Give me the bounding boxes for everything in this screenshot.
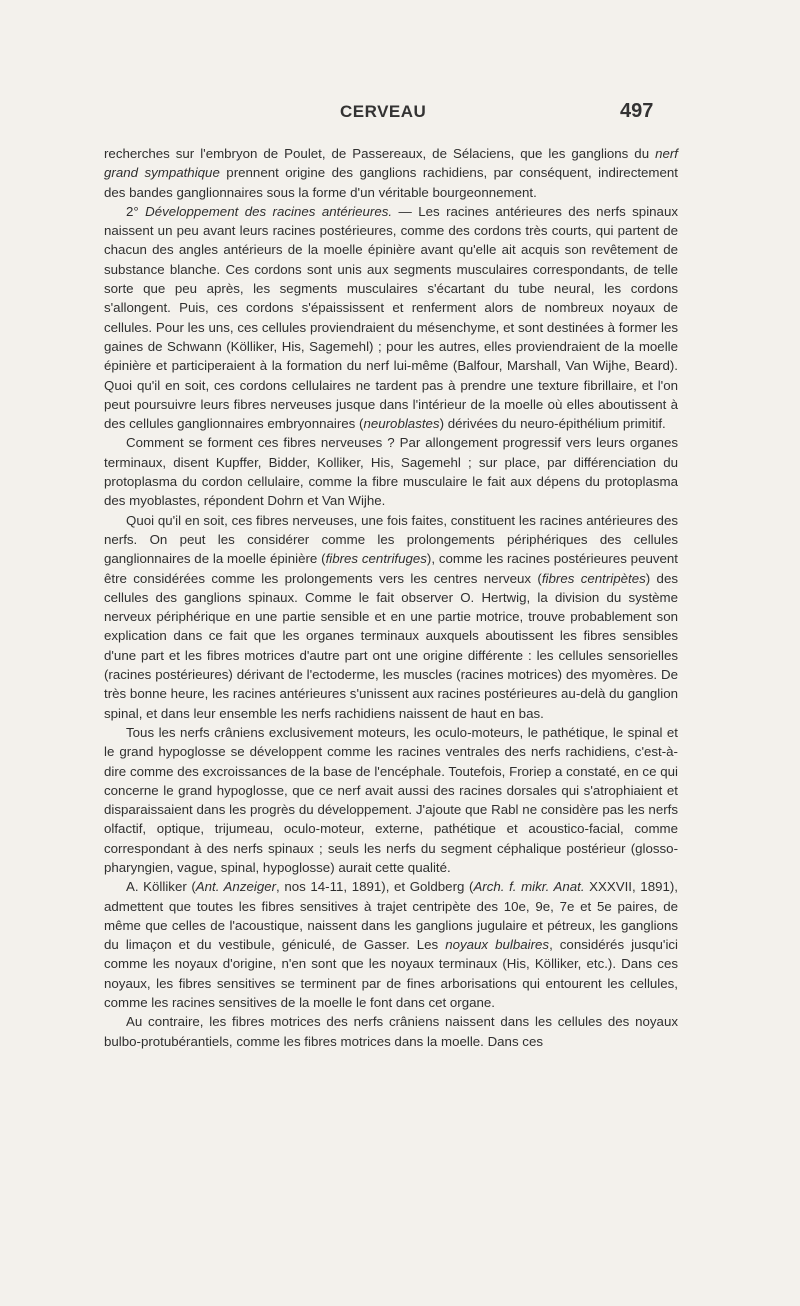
- body-text: [104, 144, 678, 1051]
- page-header: [0, 100, 800, 130]
- paragraph-4: [104, 511, 678, 723]
- text-run: ) dérivées du neuro-épithélium primitif.: [439, 416, 666, 432]
- paragraph-5: Tous les nerfs crâniens exclusivement moteurs, les oculo-moteurs, le pathétique, le spinal et le grand hypoglosse se développent comme les racines ventrales des nerfs rachidiens, c'est-à-dire comme des excroissances de la base de l'encéphale. Toutefois, Froriep a constaté, en ce qui concerne le grand hypoglosse, que ce nerf avait aussi des racines dorsales qui s'atrophiaient et disparaissaient dans les progrès du développement. J'ajoute que Rabl ne considère pas les nerfs olfactif, optique, trijumeau, oculo-moteur, externe, pathétique et acoustico-facial, comme correspondant à des nerfs spinaux ; seuls les nerfs du segment céphalique postérieur (glosso-pharyngien, vague, spinal, hypoglosse) aurait cette qualité.: [104, 724, 678, 875]
- text-run: A. Kölliker (: [126, 879, 196, 895]
- text-run: prennent origine des ganglions rachidiens, par conséquent, indirectement des bandes ganglionnaires sous la forme d'un véritable bourgeonnement.: [104, 165, 678, 200]
- text-run: 2°: [126, 203, 146, 219]
- text-run: — Les racines antérieures des nerfs spinaux naissent un peu avant leurs racines postérieures, comme des cordons très courts, qui partent de chacun des angles antérieurs de la moelle épinière avant qu'elle ait acquis son revêtement de substance blanche. Ces cordons sont unis aux segments musculaires correspondants, de telle sorte que peu après, les segments musculaires s'écartant du tube neural, les cordons s'allongent. Puis, ces cordons s'épaississent et renferment alors de nombreux noyaux de cellules. Pour les uns, ces cellules proviendraient du mésenchyme, et sont destinées à former les gaines de Schwann (Kölliker, His, Sagemehl) ; pour les autres, elles proviendraient de la moelle épinière et participeraient à la formation du nerf lui-même (Balfour, Marshall, Van Wijhe, Beard). Quoi qu'il en soit, ces cordons cellulaires ne tardent pas à prendre une texture fibrillaire, et l'on peut poursuivre leurs fibres nerveuses jusque dans l'intérieur de la moelle où elles aboutissent à des cellules ganglionnaires embryonnaires (: [104, 203, 678, 432]
- page-number: 497: [620, 100, 654, 122]
- italic-term: neuroblastes: [363, 416, 440, 432]
- text-run: XXXVII, 1891), admettent que toutes les fibres sensitives à trajet centripète des 10e, 9e, 7e et 5e paires, de même que celles de l'acoustique, naissent dans les ganglions jugulaire et pétreux, les ganglions du limaçon et du vestibule, géniculé, de Gasser. Les: [104, 879, 678, 953]
- text-run: , nos 14-11, 1891), et Goldberg (: [276, 879, 474, 895]
- text-run: ), comme les racines postérieures peuvent être considérées comme les prolongements vers les centres nerveux (: [104, 551, 678, 586]
- italic-term: fibres centripètes: [541, 570, 646, 586]
- text-run: Quoi qu'il en soit, ces fibres nerveuses, une fois faites, constituent les racines antérieures des nerfs. On peut les considérer comme les prolongements périphériques des cellules ganglionnaires de la moelle épinière (: [104, 512, 678, 567]
- section-heading: Développement des racines antérieures.: [145, 203, 393, 219]
- paragraph-1: [104, 144, 678, 202]
- paragraph-6: [104, 877, 678, 1012]
- italic-citation: Ant. Anzeiger: [195, 879, 277, 895]
- paragraph-2: [104, 202, 678, 434]
- text-run: recherches sur l'embryon de Poulet, de Passereaux, de Sélaciens, que les ganglions du: [104, 146, 656, 161]
- paragraph-3: Comment se forment ces fibres nerveuses ? Par allongement progressif vers leurs organes terminaux, disent Kupffer, Bidder, Kolliker, His, Sagemehl ; sur place, par différenciation du protoplasma du cordon cellulaire, comme la fibre musculaire le fait aux dépens du protoplasma des myoblastes, répondent Dohrn et Van Wijhe.: [104, 435, 678, 509]
- italic-term: nerf grand sympathique: [104, 146, 678, 181]
- italic-term: noyaux bulbaires: [445, 937, 550, 953]
- text-run: ) des cellules des ganglions spinaux. Comme le fait observer O. Hertwig, la division du système nerveux périphérique en une partie sensible et en une partie motrice, trouve probablement son explication dans ce fait que les organes terminaux auxquels aboutissent les fibres sensibles d'une part et les fibres motrices d'autre part ont une origine différente : les cellules sensorielles (racines postérieures) dérivant de l'ectoderme, les muscles (racines motrices) des myomères. De très bonne heure, les racines antérieures s'unissent aux racines postérieures au-delà du ganglion spinal, et dans leur ensemble les nerfs rachidiens naissent de haut en bas.: [104, 570, 678, 721]
- italic-term: fibres centrifuges: [325, 551, 427, 567]
- paragraph-7: Au contraire, les fibres motrices des nerfs crâniens naissent dans les cellules des noyaux bulbo-protubérantiels, comme les fibres motrices dans la moelle. Dans ces: [104, 1014, 678, 1049]
- running-head: CERVEAU: [340, 102, 427, 121]
- text-run: , considérés jusqu'ici comme les noyaux d'origine, n'en sont que les noyaux terminaux (His, Kölliker, etc.). Dans ces noyaux, les fibres sensitives se terminent par de fines arborisations qui entourent les cellules, comme les racines sensitives de la moelle le font dans cet organe.: [104, 937, 678, 1011]
- italic-citation: Arch. f. mikr. Anat.: [473, 879, 585, 895]
